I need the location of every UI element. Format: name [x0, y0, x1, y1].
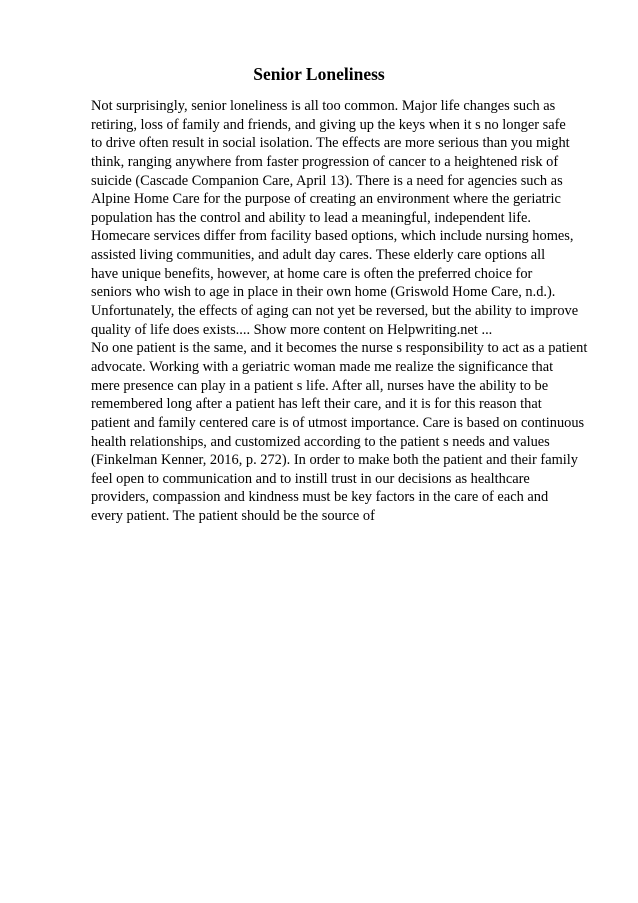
- body-line: think, ranging anywhere from faster progression of cancer to a heightened risk of: [91, 153, 559, 170]
- body-line: retiring, loss of family and friends, and giving up the keys when it s no longer safe: [91, 116, 566, 133]
- body-line: have unique benefits, however, at home care is often the preferred choice for: [91, 265, 533, 282]
- body-line: providers, compassion and kindness must be key factors in the care of each and: [91, 489, 549, 506]
- body-line: advocate. Working with a geriatric woman made me realize the significance that: [91, 358, 554, 375]
- body-line: Homecare services differ from facility based options, which include nursing homes,: [91, 228, 574, 245]
- document-title: Senior Loneliness: [253, 64, 385, 84]
- body-line: Not surprisingly, senior loneliness is all too common. Major life changes such as: [91, 98, 556, 114]
- body-line: mere presence can play in a patient s life. After all, nurses have the ability to be: [91, 377, 549, 394]
- body-line: quality of life does exists.... Show more content on Helpwriting.net ...: [91, 321, 493, 338]
- body-line: assisted living communities, and adult day cares. These elderly care options all: [91, 247, 546, 264]
- body-line: No one patient is the same, and it becomes the nurse s responsibility to act as a patient: [91, 340, 588, 357]
- body-line: patient and family centered care is of utmost importance. Care is based on continuous: [91, 414, 585, 431]
- body-line: suicide (Cascade Companion Care, April 13). There is a need for agencies such as: [91, 172, 563, 189]
- body-line: seniors who wish to age in place in their own home (Griswold Home Care, n.d.).: [91, 284, 556, 301]
- body-line: health relationships, and customized according to the patient s needs and values: [91, 433, 550, 450]
- body-line: Alpine Home Care for the purpose of creating an environment where the geriatric: [91, 191, 561, 208]
- body-line: Unfortunately, the effects of aging can not yet be reversed, but the ability to improve: [91, 303, 579, 320]
- body-line: every patient. The patient should be the source of: [91, 508, 375, 525]
- body-line: (Finkelman Kenner, 2016, p. 272). In order to make both the patient and their family: [91, 452, 578, 469]
- body-line: population has the control and ability to lead a meaningful, independent life.: [91, 209, 531, 226]
- body-line: feel open to communication and to instill trust in our decisions as healthcare: [91, 470, 530, 487]
- body-line: to drive often result in social isolation. The effects are more serious than you might: [91, 135, 570, 152]
- body-line: remembered long after a patient has left their care, and it is for this reason that: [91, 396, 542, 413]
- document-body: [91, 97, 611, 526]
